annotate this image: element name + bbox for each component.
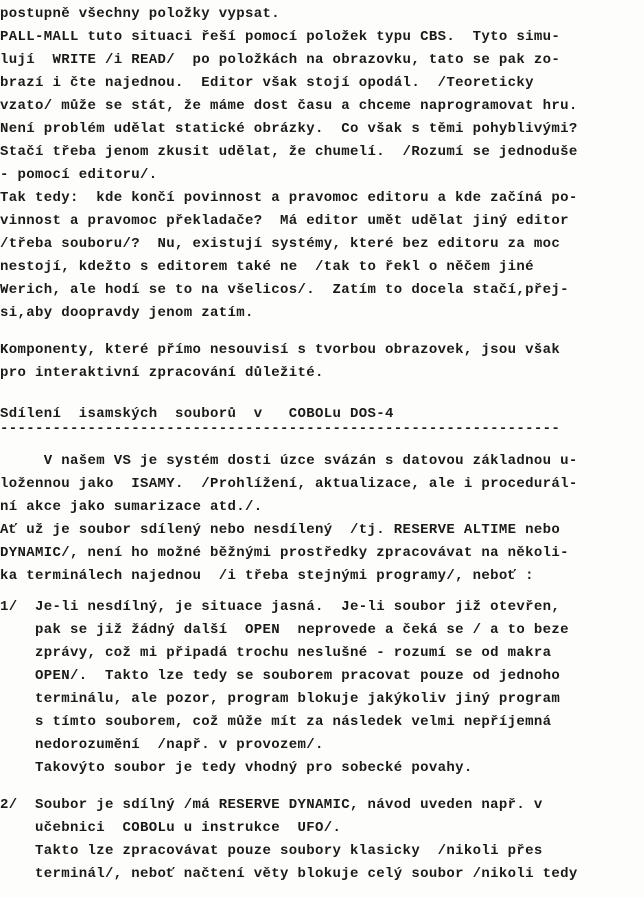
- section-heading: Sdílení isamských souborů v COBOLu DOS-4: [0, 406, 394, 422]
- list-item-text: zprávy, což mi připadá trochu neslušné - rozumí se od makra: [0, 645, 552, 661]
- list-item-text: terminálu, ale pozor, program blokuje jakýkoliv jiný program: [0, 691, 561, 707]
- list-item-text: učebnici COBOLu u instrukce UFO/.: [0, 820, 342, 836]
- text-line: Ať už je soubor sdílený nebo nesdílený /tj. RESERVE ALTIME nebo: [0, 522, 561, 538]
- text-line: lují WRITE /i READ/ po položkách na obrazovku, tato se pak zo-: [0, 52, 561, 68]
- text-line: vinnost a pravomoc překladače? Má editor umět udělat jiný editor: [0, 213, 569, 229]
- text-line: postupně všechny položky vypsat.: [0, 6, 281, 22]
- text-line: Komponenty, které přímo nesouvisí s tvorbou obrazovek, jsou však: [0, 342, 561, 358]
- text-line: /třeba souboru/? Nu, existují systémy, které bez editoru za moc: [0, 236, 561, 252]
- list-item-text: nedorozumění /např. v provozem/.: [0, 737, 324, 753]
- text-line: nestojí, kdežto s editorem také ne /tak to řekl o něčem jiné: [0, 259, 534, 275]
- list-item-text: OPEN/. Takto lze tedy se souborem pracovat pouze od jednoho: [0, 668, 561, 684]
- list-item: 1/ Je-li nesdílný, je situace jasná. Je-li soubor již otevřen,: [0, 599, 561, 615]
- heading-rule: ----------------------------------------------------------------: [0, 421, 561, 437]
- text-line: Tak tedy: kde končí povinnost a pravomoc editoru a kde začíná po-: [0, 190, 578, 206]
- list-item-text: Takto lze zpracovávat pouze soubory klasicky /nikoli přes: [0, 843, 543, 859]
- text-line: ložennou jako ISAMY. /Prohlížení, aktualizace, ale i procedurál-: [0, 476, 578, 492]
- text-line: vzato/ může se stát, že máme dost času a chceme naprogramovat hru.: [0, 98, 578, 114]
- text-line: Stačí třeba jenom zkusit udělat, že chumelí. /Rozumí se jednoduše: [0, 144, 578, 160]
- text-line: DYNAMIC/, není ho možné běžnými prostředky zpracovávat na několi-: [0, 545, 569, 561]
- text-line: PALL-MALL tuto situaci řeší pomocí položek typu CBS. Tyto simu-: [0, 29, 561, 45]
- text-line: ní akce jako sumarizace atd./.: [0, 499, 263, 515]
- text-line: - pomocí editoru/.: [0, 167, 158, 183]
- list-item-text: terminál/, neboť načtení věty blokuje celý soubor /nikoli tedy: [0, 866, 578, 882]
- text-line: brazí i čte najednou. Editor však stojí opodál. /Teoreticky: [0, 75, 534, 91]
- list-item: 2/ Soubor je sdílný /má RESERVE DYNAMIC, návod uveden např. v: [0, 797, 543, 813]
- list-item-text: Takovýto soubor je tedy vhodný pro sobecké povahy.: [0, 760, 473, 776]
- text-line: ka terminálech najednou /i třeba stejnými programy/, neboť :: [0, 568, 534, 584]
- text-line: si,aby doopravdy jenom zatím.: [0, 305, 254, 321]
- text-line: V našem VS je systém dosti úzce svázán s datovou základnou u-: [0, 453, 578, 469]
- list-item-text: s tímto souborem, což může mít za následek velmi nepříjemná: [0, 714, 552, 730]
- list-item-text: pak se již žádný další OPEN neprovede a čeká se / a to beze: [0, 622, 569, 638]
- text-line: Není problém udělat statické obrázky. Co však s těmi pohyblivými?: [0, 121, 578, 137]
- text-line: pro interaktivní zpracování důležité.: [0, 365, 324, 381]
- text-line: Werich, ale hodí se to na všelicos/. Zatím to docela stačí,přej-: [0, 282, 569, 298]
